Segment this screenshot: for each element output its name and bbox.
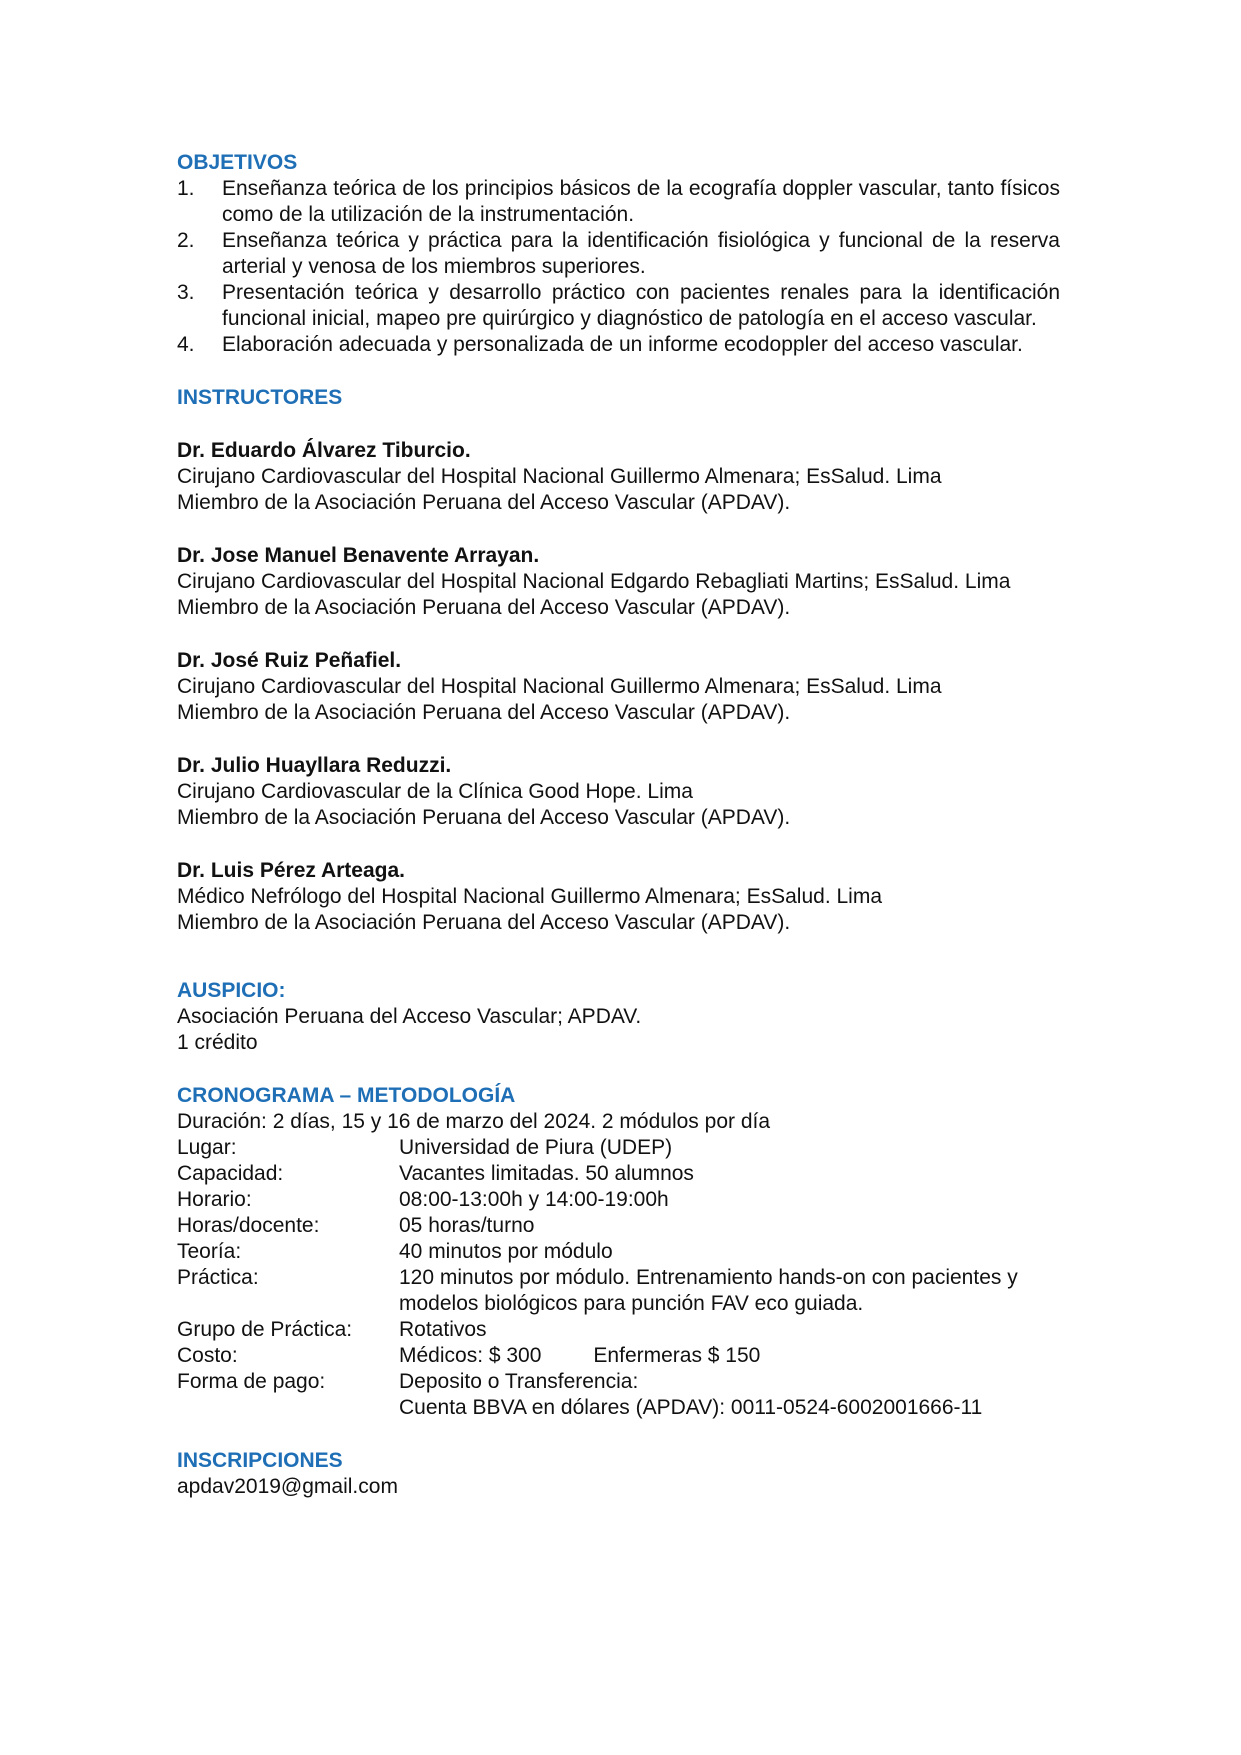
cronograma-duracion: Duración: 2 días, 15 y 16 de marzo del 2024. 2 módulos por día (177, 1110, 771, 1133)
instructor-name: Dr. Eduardo Álvarez Tiburcio. (177, 439, 471, 462)
row-label: Lugar: (177, 1136, 237, 1159)
instructor-entry (177, 438, 1060, 516)
row-label: Capacidad: (177, 1162, 284, 1185)
schedule-row (177, 1265, 1060, 1317)
instructor-name: Dr. José Ruiz Peñafiel. (177, 649, 402, 672)
list-item (177, 280, 1060, 332)
list-number: 3. (177, 281, 195, 304)
row-value: 120 minutos por módulo. Entrenamiento hands-on con pacientes y modelos biológicos para punción FAV eco guiada. (399, 1266, 1018, 1315)
row-label: Teoría: (177, 1240, 242, 1263)
instructores-section (177, 385, 1060, 936)
payment-method: Deposito o Transferencia: (399, 1370, 639, 1393)
row-value (399, 1343, 1060, 1369)
inscripciones-heading: INSCRIPCIONES (177, 1449, 343, 1472)
row-value: 05 horas/turno (399, 1214, 535, 1237)
cost-enfermeras: Enfermeras $ 150 (593, 1344, 761, 1367)
instructor-membership: Miembro de la Asociación Peruana del Acceso Vascular (APDAV). (177, 491, 791, 514)
list-number: 2. (177, 229, 195, 252)
cost-medicos: Médicos: $ 300 (399, 1344, 542, 1367)
row-label: Costo: (177, 1344, 238, 1367)
instructores-heading: INSTRUCTORES (177, 386, 343, 409)
instructor-role: Cirujano Cardiovascular del Hospital Nacional Guillermo Almenara; EsSalud. Lima (177, 675, 942, 698)
instructor-role: Cirujano Cardiovascular del Hospital Nacional Guillermo Almenara; EsSalud. Lima (177, 465, 942, 488)
page-content (177, 150, 1060, 1500)
row-value: 40 minutos por módulo (399, 1240, 613, 1263)
row-label: Práctica: (177, 1266, 259, 1289)
instructor-entry (177, 543, 1060, 621)
inscripciones-email: apdav2019@gmail.com (177, 1475, 398, 1498)
list-item (177, 176, 1060, 228)
row-label: Forma de pago: (177, 1370, 326, 1393)
instructor-membership: Miembro de la Asociación Peruana del Acceso Vascular (APDAV). (177, 806, 791, 829)
instructor-entry (177, 753, 1060, 831)
list-item (177, 228, 1060, 280)
instructor-membership: Miembro de la Asociación Peruana del Acceso Vascular (APDAV). (177, 596, 791, 619)
cost-row (177, 1343, 1060, 1369)
row-value (399, 1369, 1060, 1421)
list-text: Enseñanza teórica de los principios básicos de la ecografía doppler vascular, tanto físicos como de la utilización de la instrumentación. (222, 177, 1060, 226)
instructor-membership: Miembro de la Asociación Peruana del Acceso Vascular (APDAV). (177, 911, 791, 934)
row-value: Vacantes limitadas. 50 alumnos (399, 1162, 694, 1185)
schedule-row (177, 1187, 1060, 1213)
auspicio-credits: 1 crédito (177, 1031, 258, 1054)
list-text: Enseñanza teórica y práctica para la identificación fisiológica y funcional de la reserva arterial y venosa de los miembros superiores. (222, 229, 1060, 278)
instructor-name: Dr. Luis Pérez Arteaga. (177, 859, 405, 882)
row-label: Grupo de Práctica: (177, 1318, 353, 1341)
auspicio-section (177, 978, 1060, 1056)
inscripciones-section (177, 1448, 1060, 1500)
schedule-row (177, 1161, 1060, 1187)
row-label: Horario: (177, 1188, 252, 1211)
objetivos-list (177, 176, 1060, 358)
instructor-name: Dr. Julio Huayllara Reduzzi. (177, 754, 452, 777)
instructor-role: Médico Nefrólogo del Hospital Nacional Guillermo Almenara; EsSalud. Lima (177, 885, 883, 908)
payment-account: Cuenta BBVA en dólares (APDAV): 0011-0524-6002001666-11 (399, 1396, 983, 1419)
schedule-row (177, 1135, 1060, 1161)
schedule-row (177, 1317, 1060, 1343)
cronograma-heading: CRONOGRAMA – METODOLOGÍA (177, 1084, 516, 1107)
payment-row (177, 1369, 1060, 1421)
auspicio-heading: AUSPICIO: (177, 979, 286, 1002)
instructor-name: Dr. Jose Manuel Benavente Arrayan. (177, 544, 540, 567)
row-value: Rotativos (399, 1318, 487, 1341)
instructor-entry (177, 648, 1060, 726)
row-label: Horas/docente: (177, 1214, 320, 1237)
list-text: Elaboración adecuada y personalizada de un informe ecodoppler del acceso vascular. (222, 333, 1023, 356)
objetivos-heading: OBJETIVOS (177, 151, 298, 174)
objetivos-section (177, 150, 1060, 358)
instructor-membership: Miembro de la Asociación Peruana del Acceso Vascular (APDAV). (177, 701, 791, 724)
list-number: 4. (177, 333, 195, 356)
auspicio-sponsor: Asociación Peruana del Acceso Vascular; APDAV. (177, 1005, 642, 1028)
cronograma-section (177, 1083, 1060, 1421)
row-value: Universidad de Piura (UDEP) (399, 1136, 673, 1159)
schedule-row (177, 1239, 1060, 1265)
instructor-entry (177, 858, 1060, 936)
row-value: 08:00-13:00h y 14:00-19:00h (399, 1188, 669, 1211)
list-item (177, 332, 1060, 358)
instructor-role: Cirujano Cardiovascular de la Clínica Good Hope. Lima (177, 780, 693, 803)
instructor-role: Cirujano Cardiovascular del Hospital Nacional Edgardo Rebagliati Martins; EsSalud. Lima (177, 570, 1011, 593)
list-text: Presentación teórica y desarrollo práctico con pacientes renales para la identificación funcional inicial, mapeo pre quirúrgico y diagnóstico de patología en el acceso vascular. (222, 281, 1060, 330)
schedule-row (177, 1213, 1060, 1239)
list-number: 1. (177, 177, 195, 200)
